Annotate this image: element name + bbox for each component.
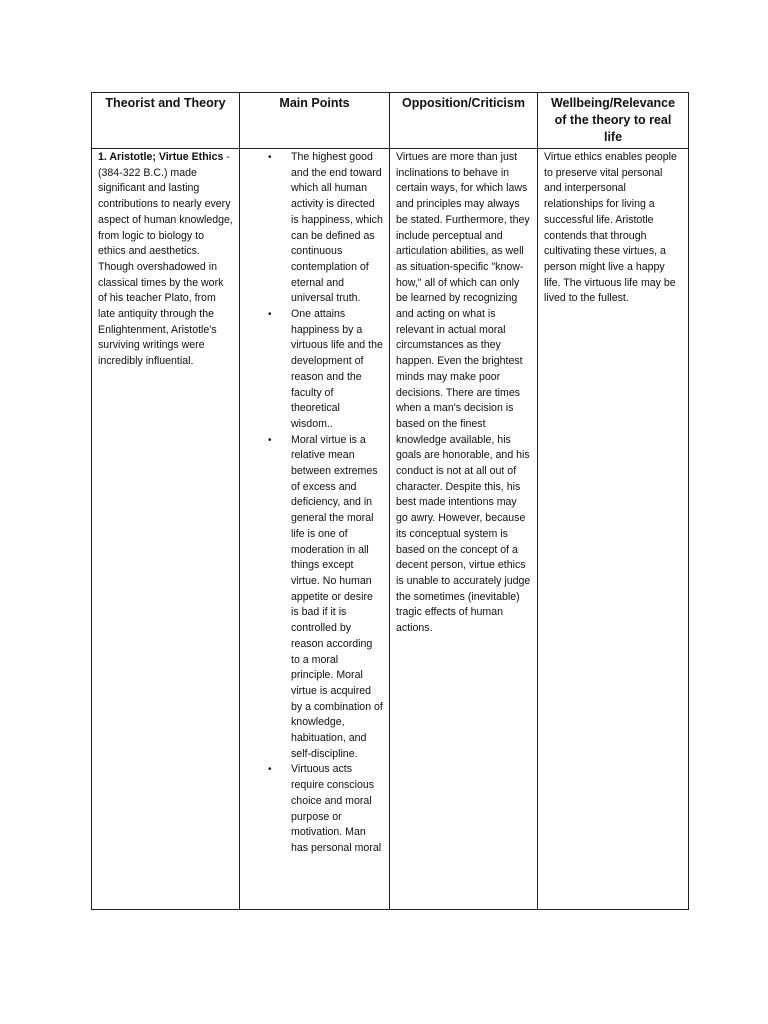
theorist-label: 1. Aristotle; Virtue Ethics: [98, 151, 224, 163]
list-item: [268, 307, 383, 433]
main-point-text: One attains happiness by a virtuous life and the development of reason and the faculty of theoretical wisdom..: [291, 308, 383, 430]
main-point-text: The highest good and the end toward which all human activity is directed is happiness, which can be defined as continuous contemplation of eternal and universal truth.: [291, 151, 383, 305]
header-main-points: Main Points: [240, 93, 390, 149]
criticism-cell: [390, 149, 538, 910]
header-theorist: Theorist and Theory: [92, 93, 240, 149]
main-points-cell: [240, 149, 390, 910]
bullet-icon: •: [268, 764, 272, 776]
main-points-list: [246, 150, 383, 857]
header-criticism: Opposition/Criticism: [390, 93, 538, 149]
table-row: [92, 149, 689, 910]
bullet-icon: •: [268, 434, 272, 446]
main-point-text: Moral virtue is a relative mean between extremes of excess and deficiency, and in general the moral life is one of moderation in all things except virtue. No human appetite or desire is bad if it is controlled by reason according to a moral principle. Moral virtue is acquired by a combination of knowledge, habituation, and self-discipline.: [291, 433, 383, 760]
theory-table: [91, 92, 689, 910]
theorist-cell: [92, 149, 240, 910]
relevance-text: Virtue ethics enables people to preserve vital personal and interpersonal relationships for living a successful life. Aristotle contends that through cultivating these virtues, a person might live a happy life. The virtuous life may be lived to the fullest.: [544, 151, 677, 305]
criticism-text: Virtues are more than just inclinations to behave in certain ways, for which laws and principles may always be stated. Furthermore, they include perceptual and articulation abilities, as well as situation-specific "know-how," all of which can only be learned by recognizing and acting on what is relevant in actual moral circumstances as they happen. Even the brightest minds may make poor decisions. There are times when a man's decision is based on the finest knowledge available, his goals are honorable, and his conduct is not at all out of character. Despite this, his best made intentions may go awry. However, because its conceptual system is based on the concept of a decent person, virtue ethics is unable to accurately judge the sometimes (inevitable) tragic effects of human actions.: [396, 151, 531, 635]
list-item: [268, 150, 383, 307]
header-row: [92, 93, 689, 149]
bullet-icon: •: [268, 152, 272, 163]
list-item: [268, 762, 383, 856]
bullet-icon: •: [268, 309, 272, 321]
header-relevance: Wellbeing/Relevance of the theory to real life: [538, 93, 689, 149]
theorist-description: - (384-322 B.C.) made significant and lasting contributions to nearly every aspect of human knowledge, from logic to biology to ethics and aesthetics. Though overshadowed in classical times by the work of his teacher Plato, from late antiquity through the Enlightenment, Aristotle's surviving writings were incredibly influential.: [98, 151, 233, 368]
main-point-text: Virtuous acts require conscious choice and moral purpose or motivation. Man has personal moral: [291, 763, 382, 854]
list-item: [268, 433, 383, 763]
relevance-cell: [538, 149, 689, 910]
